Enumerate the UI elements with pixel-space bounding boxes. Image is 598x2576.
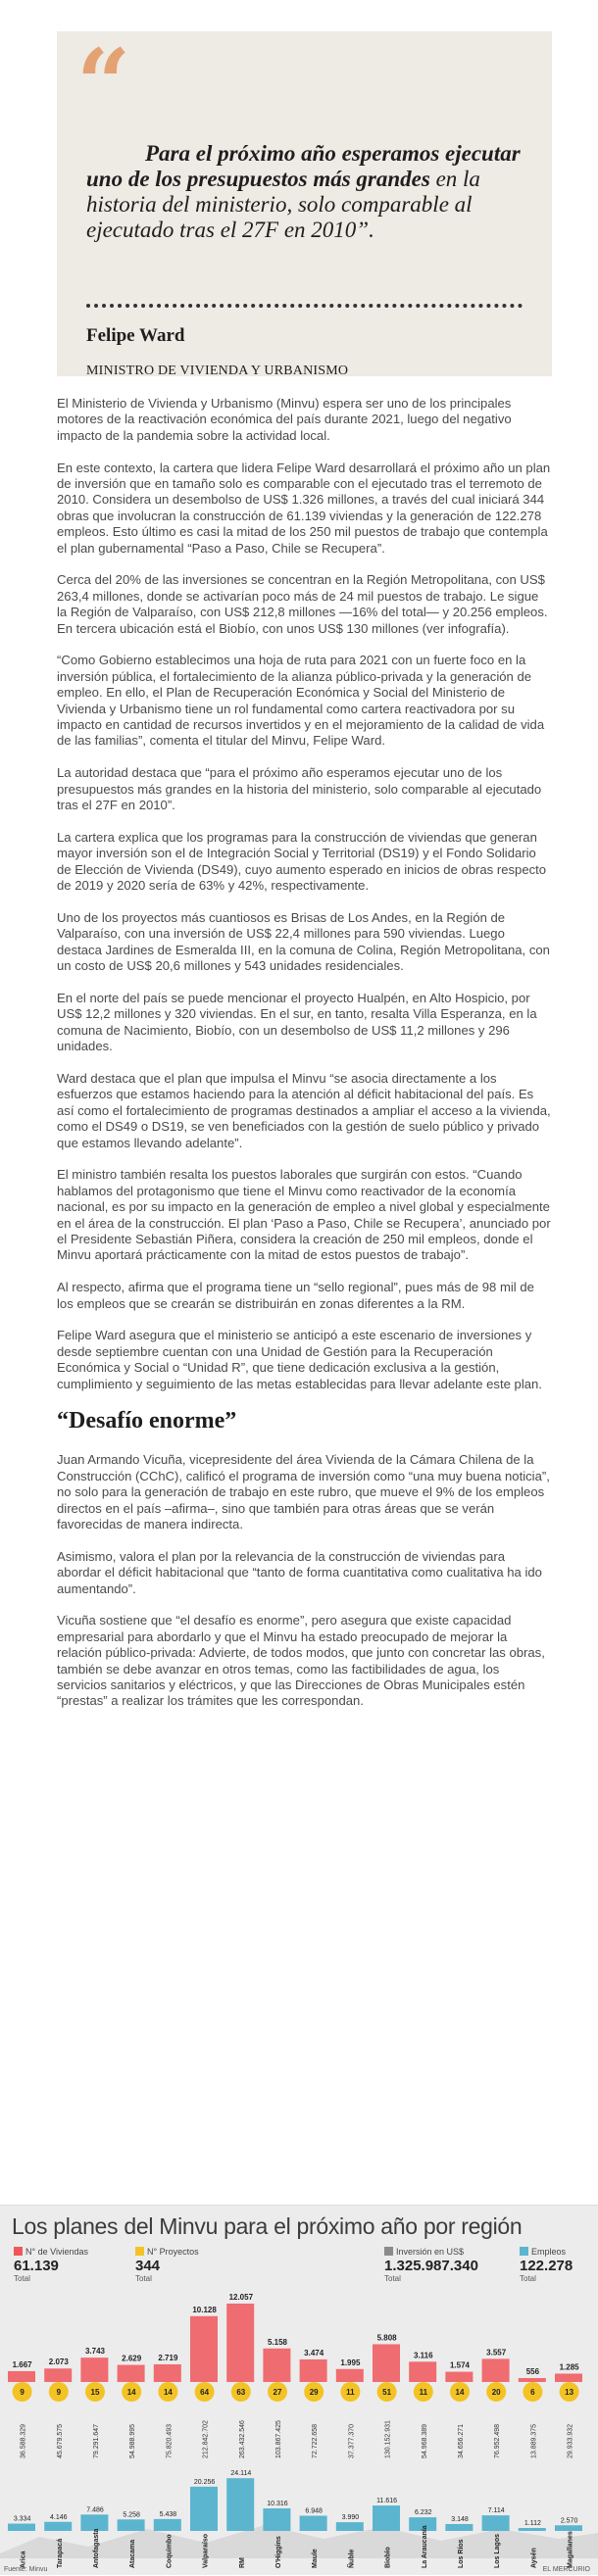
bar-empleos xyxy=(445,2524,473,2531)
label-proyectos: 20 xyxy=(491,2388,501,2397)
label-inversion: 36.588.329 xyxy=(20,2423,27,2458)
bar-viviendas xyxy=(226,2304,254,2382)
label-region: O'Higgins xyxy=(275,2536,282,2568)
bar-empleos xyxy=(482,2515,510,2531)
legend-label: Inversión en US$ xyxy=(396,2247,465,2257)
label-proyectos: 11 xyxy=(419,2388,428,2397)
label-inversion: 37.377.370 xyxy=(348,2423,356,2458)
article-paragraph: Juan Armando Vicuña, vicepresidente del área Vivienda de la Cámara Chilena de la Construcción (CChC), calificó el programa de inversión como “una muy buena noticia”, no solo para la generación de trabajo en este rubro, que mueve el 9% de los empleos directos en el país –afirma–, sino que también para otras áreas que se verán favorecidas de manera indirecta. xyxy=(57,1452,550,1532)
quote-bold-text: Para el próximo año esperamos ejecutar uno de los presupuestos más grandes xyxy=(86,141,521,191)
bar-empleos xyxy=(373,2505,400,2531)
bar-viviendas xyxy=(555,2373,582,2382)
bar-viviendas xyxy=(190,2316,218,2382)
legend-label: Empleos xyxy=(531,2247,567,2257)
label-inversion: 130.152.931 xyxy=(384,2420,392,2458)
label-proyectos: 11 xyxy=(346,2388,355,2397)
label-region: Los Lagos xyxy=(494,2533,502,2568)
label-proyectos: 6 xyxy=(530,2388,535,2397)
label-empleos: 24.114 xyxy=(230,2470,252,2478)
infographic xyxy=(0,2205,598,2575)
label-inversion: 76.952.498 xyxy=(494,2423,502,2458)
article-paragraph: Uno de los proyectos más cuantiosos es Brisas de Los Andes, en la Región de Valparaíso, con una inversión de US$ 22,4 millones para 590 viviendas. Luego destaca Jardines de Esmeralda III, en la comuna de Colina, Región Metropolitana, con un costo de US$ 20,6 millones y 543 unidades residenciales. xyxy=(57,909,550,974)
bar-viviendas xyxy=(336,2369,364,2382)
bar-empleos xyxy=(300,2516,327,2531)
bar-empleos xyxy=(44,2522,72,2531)
bar-viviendas xyxy=(80,2357,108,2382)
bar-viviendas xyxy=(519,2378,546,2382)
label-inversion: 29.933.932 xyxy=(567,2423,574,2458)
bar-viviendas xyxy=(482,2358,510,2382)
quote-author-role: MINISTRO DE VIVIENDA Y URBANISMO xyxy=(86,364,349,378)
article-paragraph: Ward destaca que el plan que impulsa el Minvu “se asocia directamente a los esfuerzos que estamos haciendo para la atención al déficit habitacional del país. Es así como el fortalecimiento de programas destinados a ampliar el acceso a la vivienda, como el DS49 o DS19, se ven beneficiados con la gestión de suelo público y privado que estamos llevando adelante”. xyxy=(57,1070,551,1150)
label-empleos: 7.486 xyxy=(86,2506,104,2514)
article-paragraph: En el norte del país se puede mencionar el proyecto Hualpén, en Alto Hospicio, por US$ 12,2 millones y 320 viviendas. En el sur, en tanto, resalta Villa Esperanza, en la comuna de Nacimiento, Biobío, con un desembolso de US$ 11,2 millones y 296 unidades. xyxy=(57,990,537,1054)
label-viviendas: 3.557 xyxy=(486,2348,507,2357)
label-region: Tarapacá xyxy=(56,2538,64,2568)
bar-empleos xyxy=(190,2487,218,2531)
label-empleos: 5.438 xyxy=(159,2510,177,2518)
bar-viviendas xyxy=(154,2364,181,2382)
article-paragraph: El ministro también resalta los puestos laborales que surgirán con estos. “Cuando hablamos del protagonismo que tiene el Minvu como reactivador de la economía nacional, es por su impacto en la generación de empleo a nivel global y especialmente en el área de la construcción. El plan ‘Paso a Paso, Chile se Recupera’, anunciado por el Presidente Sebastián Piñera, considera la creación de 250 mil empleos, donde el Minvu aportará prácticamente con la mitad de estos puestos de trabajo”. xyxy=(57,1167,551,1263)
label-viviendas: 1.995 xyxy=(340,2357,361,2367)
bar-viviendas xyxy=(373,2344,400,2382)
bar-empleos xyxy=(336,2522,364,2531)
label-empleos: 7.114 xyxy=(487,2507,505,2515)
label-inversion: 13.889.375 xyxy=(530,2423,538,2458)
label-proyectos: 63 xyxy=(236,2388,246,2397)
label-viviendas: 2.073 xyxy=(48,2357,69,2367)
label-region: Coquimbo xyxy=(166,2534,174,2568)
label-viviendas: 2.719 xyxy=(158,2353,178,2362)
label-region: Atacama xyxy=(129,2539,137,2568)
bar-viviendas xyxy=(44,2368,72,2382)
label-empleos: 5.258 xyxy=(123,2511,140,2519)
label-viviendas: 556 xyxy=(525,2367,540,2376)
legend-total-label: Total xyxy=(135,2274,152,2283)
label-inversion: 34.656.271 xyxy=(458,2423,465,2458)
article-paragraph: Felipe Ward asegura que el ministerio se anticipó a este escenario de inversiones y desde septiembre cuentan con una Unidad de Gestión para la Recuperación Económica y Social o “Unidad R”, que tiene dedicación exclusiva a la gestión, cumplimiento y seguimiento de las metas establecidas para llevar adelante este plan. xyxy=(57,1328,542,1391)
bar-empleos xyxy=(8,2524,35,2531)
bar-viviendas xyxy=(409,2361,436,2382)
label-proyectos: 51 xyxy=(382,2388,392,2397)
quote-rest-text: en la historia del ministerio, solo comparable al ejecutado tras el 27F en 2010”. xyxy=(86,167,480,242)
label-region: La Araucanía xyxy=(421,2525,428,2568)
label-proyectos: 9 xyxy=(20,2388,25,2397)
label-empleos: 20.256 xyxy=(193,2478,216,2486)
bar-empleos xyxy=(226,2478,254,2531)
bar-viviendas xyxy=(263,2349,290,2382)
label-empleos: 1.112 xyxy=(523,2520,541,2527)
label-proyectos: 13 xyxy=(565,2388,574,2397)
label-viviendas: 1.285 xyxy=(559,2362,579,2372)
label-inversion: 103.867.425 xyxy=(275,2420,282,2458)
label-region: Los Ríos xyxy=(458,2539,465,2568)
legend-total-label: Total xyxy=(384,2274,401,2283)
label-inversion: 54.988.995 xyxy=(129,2423,137,2458)
label-empleos: 3.334 xyxy=(13,2515,31,2523)
label-viviendas: 2.629 xyxy=(122,2354,142,2363)
article-paragraph: En este contexto, la cartera que lidera Felipe Ward desarrollará el próximo año un plan de inversión que en tamaño solo es comparable con el ejecutado tras el terremoto de 2010. Considera un desembolso de US$ 1.326 millones, a través del cual iniciará 344 obras que involucran la construcción de 61.139 viviendas y la generación de 122.278 empleos. Esto último es casi la mitad de los 250 mil puestos de trabajo que contempla el plan gubernamental “Paso a Paso, Chile se Recupera”. xyxy=(57,460,551,556)
label-proyectos: 14 xyxy=(455,2388,465,2397)
label-viviendas: 5.158 xyxy=(267,2337,288,2347)
article-paragraph: La cartera explica que los programas para la construcción de viviendas que generan mayor inversión son el de Integración Social y Territorial (DS19) y el Fondo Solidario de Elección de Vivienda (DS49), cuyo aumento esperado en inicios de obras respecto de 2019 y 2020 sería de 63% y 42%, respectivamente. xyxy=(57,829,547,894)
bar-empleos xyxy=(519,2528,546,2531)
label-empleos: 4.146 xyxy=(50,2513,68,2521)
label-inversion: 72.722.658 xyxy=(312,2423,320,2458)
bar-viviendas xyxy=(118,2365,145,2382)
label-region: Ñuble xyxy=(348,2549,356,2568)
bar-viviendas xyxy=(300,2359,327,2382)
quote-author: Felipe Ward xyxy=(86,325,185,346)
label-empleos: 6.232 xyxy=(415,2509,432,2517)
source-credit: Fuente: Minvu xyxy=(4,2566,48,2573)
quote-mark-icon: “ xyxy=(76,28,131,139)
bar-empleos xyxy=(555,2525,582,2531)
bar-viviendas xyxy=(8,2371,35,2382)
label-empleos: 11.616 xyxy=(376,2498,398,2505)
label-viviendas: 1.667 xyxy=(12,2359,32,2369)
label-viviendas: 3.743 xyxy=(84,2347,106,2357)
label-empleos: 6.948 xyxy=(305,2507,323,2515)
article-paragraph: Cerca del 20% de las inversiones se concentran en la Región Metropolitana, con US$ 263,4 millones, donde se activarían poco más de 24 mil puestos de trabajo. Le sigue la Región de Valparaíso, con US$ 212,8 millones —16% del total— y 20.256 empleos. En tercera ubicación está el Biobío, con unos US$ 130 millones (ver infografía). xyxy=(57,572,548,636)
legend-label: N° de Viviendas xyxy=(25,2247,88,2257)
publisher-credit: EL MERCURIO xyxy=(542,2566,590,2573)
label-proyectos: 14 xyxy=(126,2388,136,2397)
bar-viviendas xyxy=(445,2372,473,2382)
label-region: Magallanes xyxy=(567,2531,574,2568)
quote-text xyxy=(86,141,526,243)
bar-empleos xyxy=(154,2519,181,2531)
label-viviendas: 3.116 xyxy=(414,2351,433,2360)
label-inversion: 79.291.647 xyxy=(93,2423,100,2458)
label-region: Biobío xyxy=(384,2547,392,2568)
legend-label: N° Proyectos xyxy=(147,2247,199,2257)
label-proyectos: 27 xyxy=(273,2388,282,2397)
label-viviendas: 1.574 xyxy=(449,2360,471,2370)
article-paragraph: Al respecto, afirma que el programa tiene un “sello regional”, pues más de 98 mil de los empleos que se crearán se distribuirán en zonas diferentes a la RM. xyxy=(57,1280,534,1311)
label-viviendas: 5.808 xyxy=(376,2333,397,2343)
article-paragraph: “Como Gobierno establecimos una hoja de ruta para 2021 con un fuerte foco en la inversión pública, el fortalecimiento de la alianza público-privada y la generación de empleo. En ello, el Plan de Recuperación Económica y Social del Ministerio de Vivienda y Urbanismo tiene un rol fundamental como cartera reactivadora por su impacto en cantidad de recursos invertidos y en el mejoramiento de la calidad de vida de las familias”, comenta el titular del Minvu, Felipe Ward. xyxy=(57,653,545,749)
label-inversion: 45.679.575 xyxy=(56,2423,64,2458)
label-empleos: 10.316 xyxy=(267,2500,288,2507)
label-region: Aysén xyxy=(530,2548,538,2568)
article-subheading: “Desafío enorme” xyxy=(57,1408,237,1434)
label-viviendas: 10.128 xyxy=(192,2305,217,2314)
label-proyectos: 14 xyxy=(163,2388,173,2397)
chart-title: Los planes del Minvu para el próximo año por región xyxy=(12,2213,523,2239)
article-paragraph: El Ministerio de Vivienda y Urbanismo (Minvu) espera ser uno de los principales motores de la reactivación económica del país durante 2021, luego del negativo impacto de la pandemia sobre la actividad local. xyxy=(57,396,512,443)
article-body xyxy=(57,396,552,1725)
label-empleos: 3.148 xyxy=(451,2515,469,2523)
label-proyectos: 64 xyxy=(200,2388,210,2397)
label-region: Antofagasta xyxy=(93,2528,100,2568)
label-region: Valparaíso xyxy=(202,2533,210,2568)
pull-quote xyxy=(57,28,552,378)
article-paragraph: Asimismo, valora el plan por la relevancia de la construcción de viviendas para abordar el déficit habitacional que “tanto de forma cuantitativa como cualitativa ha ido aumentando”. xyxy=(57,1548,542,1596)
label-empleos: 3.990 xyxy=(341,2514,360,2522)
label-inversion: 75.820.493 xyxy=(166,2423,174,2458)
region-chart xyxy=(0,2206,598,2576)
legend-total-label: Total xyxy=(520,2274,536,2283)
label-proyectos: 9 xyxy=(56,2388,62,2397)
label-inversion: 54.968.389 xyxy=(421,2423,428,2458)
article-paragraph: Vicuña sostiene que “el desafío es enorme”, pero asegura que existe capacidad empresarial para abordarlo y que el Minvu ha estado preocupado de mejorar la relación público-privada: Advierte, de todos modos, que junto con concretar las obras, también se debe avanzar en otros temas, como las factibilidades de agua, los servicios sanitarios y eléctricos, y que las Direcciones de Obras Municipales estén “prestas” a realizar los trámites que les correspondan. xyxy=(57,1613,545,1709)
quote-divider xyxy=(86,304,523,308)
legend-total: 61.139 xyxy=(14,2258,59,2274)
label-inversion: 263.432.546 xyxy=(238,2420,246,2458)
bar-empleos xyxy=(118,2519,145,2531)
label-proyectos: 29 xyxy=(309,2388,319,2397)
label-region: Arica xyxy=(20,2551,27,2568)
label-empleos: 2.570 xyxy=(560,2517,578,2525)
label-region: Maule xyxy=(312,2549,320,2568)
label-proyectos: 15 xyxy=(90,2388,100,2397)
label-viviendas: 12.057 xyxy=(228,2293,254,2302)
bar-empleos xyxy=(263,2508,290,2531)
legend-total: 1.325.987.340 xyxy=(384,2258,478,2274)
legend-total-label: Total xyxy=(14,2274,30,2283)
label-inversion: 212.842.702 xyxy=(202,2420,210,2458)
label-region: RM xyxy=(238,2557,246,2568)
article-paragraph: La autoridad destaca que “para el próximo año esperamos ejecutar uno de los presupuestos más grandes en la historia del ministerio, solo comparable al ejecutado tras el 27F en 2010”. xyxy=(57,765,542,813)
label-viviendas: 3.474 xyxy=(304,2348,324,2357)
legend-total: 122.278 xyxy=(520,2258,573,2274)
legend-total: 344 xyxy=(135,2258,161,2274)
bar-empleos xyxy=(80,2514,108,2531)
